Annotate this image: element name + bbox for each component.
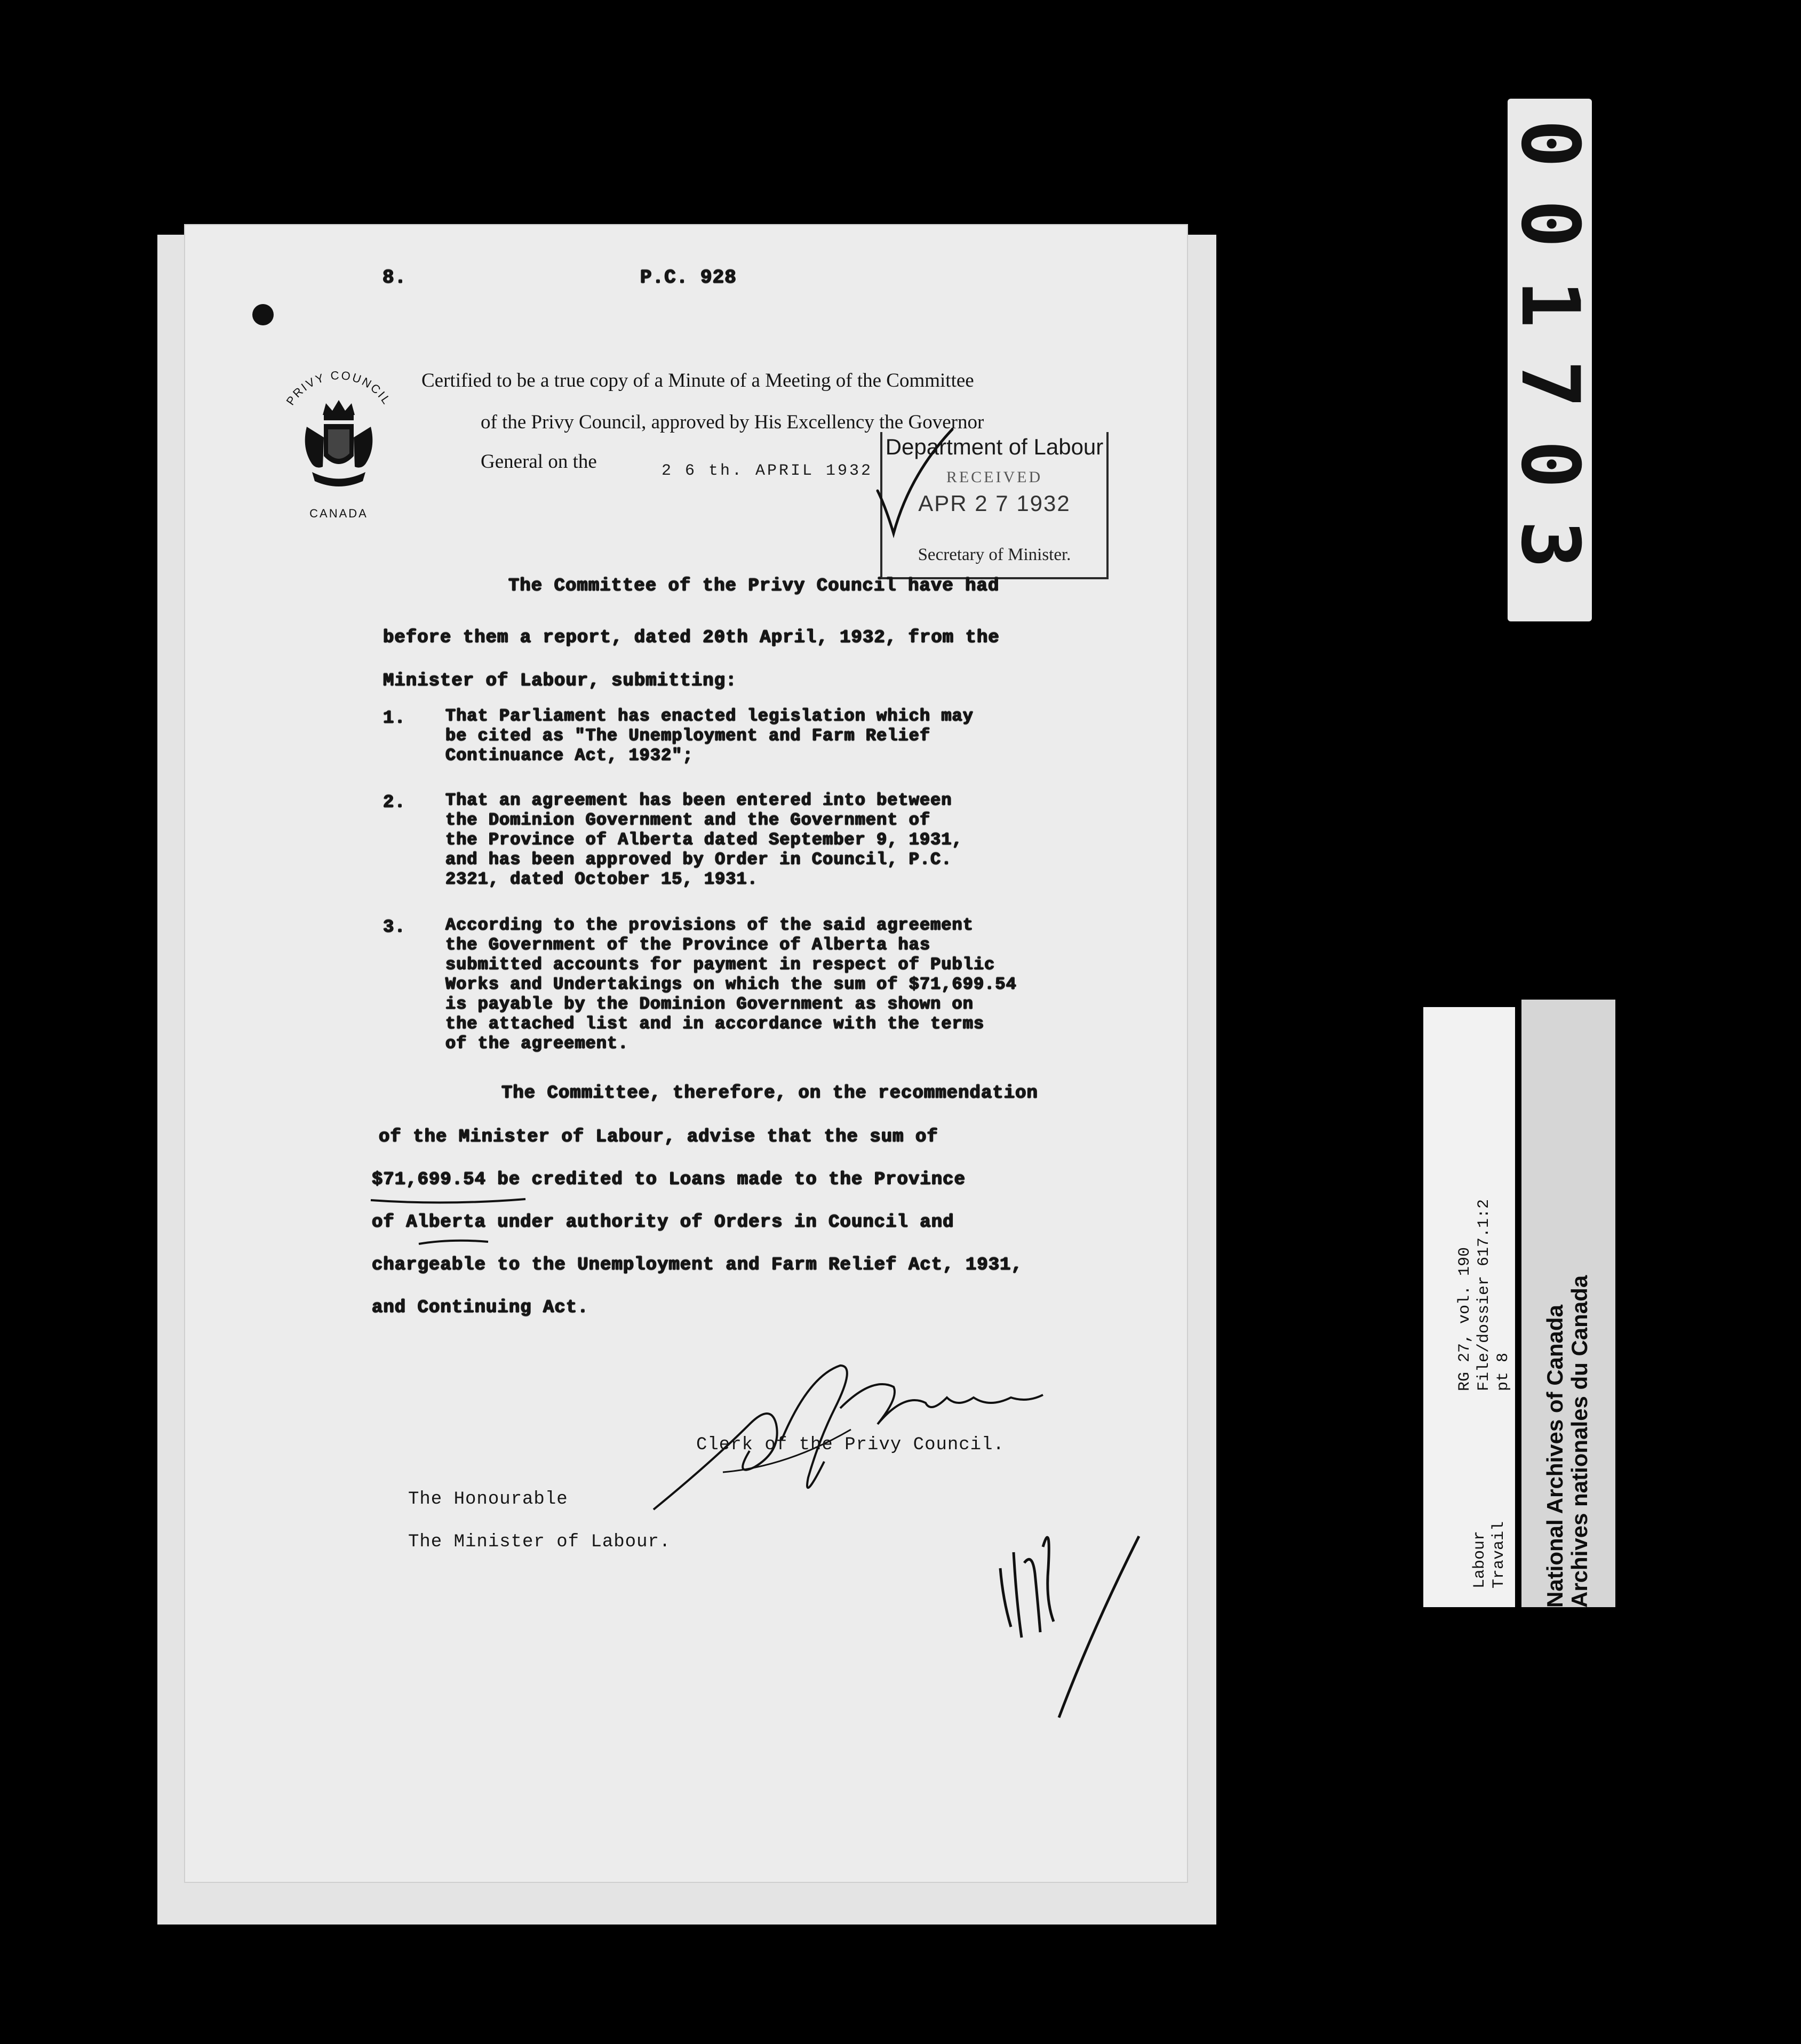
certification-line-1: Certified to be a true copy of a Minute of a Meeting of the Committee	[421, 370, 974, 392]
clerk-signature	[648, 1344, 1054, 1515]
department-line-1: Labour	[1471, 1530, 1489, 1588]
recommendation-line-2: of the Minister of Labour, advise that the sum of	[379, 1127, 938, 1147]
stamp-date: APR 2 7 1932	[918, 491, 1071, 516]
addressee-line-2: The Minister of Labour.	[408, 1532, 671, 1552]
item-number-1: 1.	[383, 708, 406, 729]
handwritten-underlines	[365, 1179, 739, 1253]
archive-reference-label	[1423, 1007, 1515, 1607]
punch-hole	[252, 304, 274, 325]
recommendation-line-4: of Alberta under authority of Orders in Council and	[372, 1212, 954, 1233]
national-archives-label	[1521, 1000, 1615, 1607]
approval-date: 2 6 th. APRIL 1932	[662, 462, 873, 480]
reference-line-2: File/dossier 617.1:2	[1475, 1199, 1493, 1391]
seal-bottom-text: CANADA	[309, 507, 368, 520]
clerk-title: Clerk of the Privy Council.	[696, 1435, 1005, 1455]
checkmark-icon	[872, 427, 958, 544]
file-number-tag	[1503, 99, 1596, 621]
archives-line-2: Archives nationales du Canada	[1567, 1275, 1592, 1608]
item-number-2: 2.	[383, 793, 406, 813]
intro-line-2: before them a report, dated 20th April, 1932, from the	[383, 628, 1000, 648]
recommendation-line-3: $71,699.54 be credited to Loans made to the Province	[372, 1170, 966, 1190]
addressee-line-1: The Honourable	[408, 1489, 568, 1510]
recommendation-line-6: and Continuing Act.	[372, 1298, 589, 1318]
reference-text	[1455, 815, 1513, 1391]
item-number-3: 3.	[383, 917, 406, 938]
privy-council-seal-icon	[275, 357, 403, 528]
department-line-2: Travail	[1490, 1521, 1508, 1588]
intro-line-3: Minister of Labour, submitting:	[383, 671, 737, 691]
seal-top-text: PRIVY COUNCIL	[283, 368, 394, 408]
intro-line-1: The Committee of the Privy Council have had	[508, 576, 1000, 596]
recommendation-line-1: The Committee, therefore, on the recommendation	[501, 1083, 1038, 1104]
certification-line-2: of the Privy Council, approved by His Excellency the Governor	[481, 411, 984, 433]
recommendation-line-5: chargeable to the Unemployment and Farm Relief Act, 1931,	[372, 1255, 1023, 1275]
reference-line-1: RG 27, vol. 190	[1456, 1247, 1474, 1391]
file-number: 001703	[1503, 119, 1596, 601]
item-text-3: According to the provisions of the said agreement the Government of the Province of Alberta has submitted accounts for payment in respect of Public Works and Undertakings on which the sum of $71,699.54 is payable by the Dominion Government as shown on the attached list and in accordance with the terms of the agreement.	[445, 915, 1017, 1053]
item-text-2: That an agreement has been entered into between the Dominion Government and the Government of the Province of Alberta dated September 9, 1931, and has been approved by Order in Council, P.C. 2321, dated October 15, 1931.	[445, 791, 963, 889]
handwritten-initials	[984, 1494, 1176, 1739]
archives-line-1: National Archives of Canada	[1542, 1305, 1567, 1608]
department-text	[1470, 1521, 1509, 1588]
archives-text	[1543, 1275, 1592, 1608]
item-text-1: That Parliament has enacted legislation which may be cited as "The Unemployment and Farm Relief Continuance Act, 1932";	[445, 706, 974, 765]
stamp-department: Department of Labour	[885, 434, 1104, 459]
page-number: 8.	[382, 267, 407, 289]
stamp-secretary: Secretary of Minister.	[918, 545, 1071, 564]
reference-line-3: pt 8	[1494, 1352, 1512, 1391]
certification-line-3: General on the	[481, 451, 597, 473]
stamp-received-text: RECEIVED	[946, 468, 1043, 486]
pc-number: P.C. 928	[640, 267, 737, 289]
order-in-council-page	[184, 224, 1188, 1883]
